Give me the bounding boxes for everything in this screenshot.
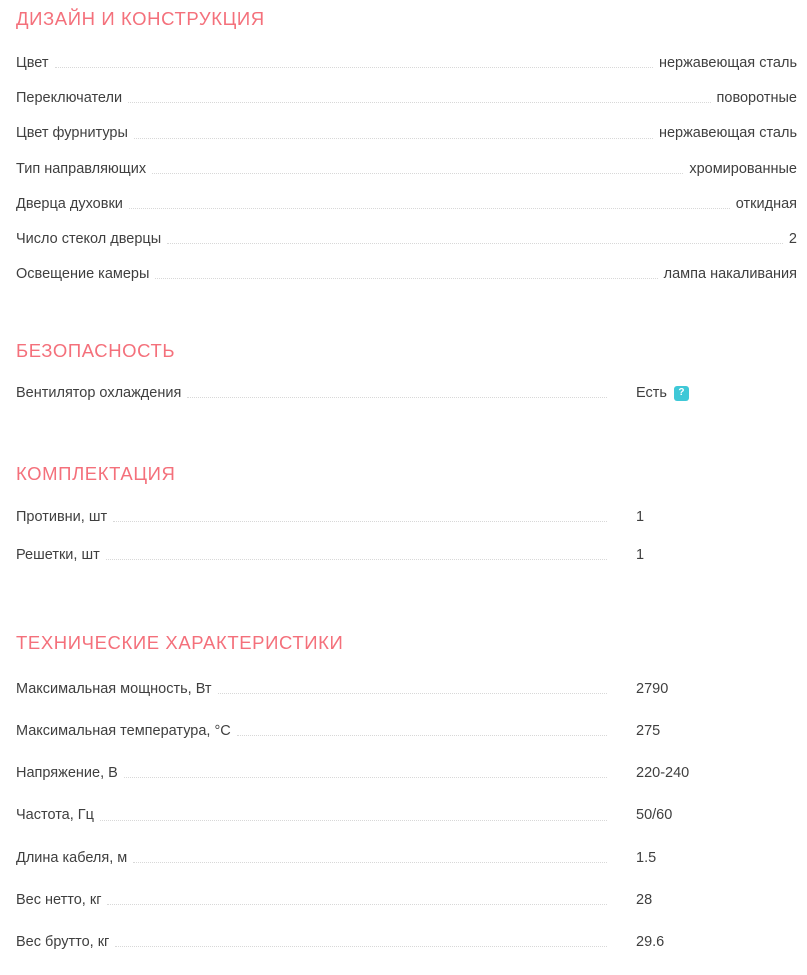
spec-value: лампа накаливания bbox=[663, 265, 797, 282]
spec-value-group bbox=[636, 933, 664, 951]
spec-row bbox=[16, 546, 797, 568]
leader-dots bbox=[106, 558, 607, 560]
spec-value-group bbox=[636, 384, 689, 402]
spec-label: Цвет фурнитуры bbox=[16, 125, 128, 142]
leader-dots bbox=[134, 137, 653, 139]
spec-row bbox=[16, 933, 797, 955]
leader-dots bbox=[128, 101, 710, 103]
spec-value: Есть bbox=[636, 385, 667, 402]
leader-dots bbox=[115, 945, 607, 947]
section-title-kit: КОМПЛЕКТАЦИЯ bbox=[16, 463, 176, 485]
spec-value: 275 bbox=[636, 723, 661, 740]
spec-label: Частота, Гц bbox=[16, 807, 94, 824]
spec-value: 2790 bbox=[636, 681, 669, 697]
section-safety bbox=[16, 300, 797, 406]
spec-row bbox=[16, 806, 797, 828]
spec-label: Освещение камеры bbox=[16, 265, 150, 282]
spec-row bbox=[16, 764, 797, 786]
spec-label: Тип направляющих bbox=[16, 160, 147, 177]
spec-value-group bbox=[636, 806, 672, 824]
section-title-safety: БЕЗОПАСНОСТЬ bbox=[16, 340, 176, 362]
spec-row bbox=[16, 230, 797, 252]
leader-dots bbox=[133, 861, 607, 863]
spec-list-safety bbox=[16, 384, 797, 406]
spec-label: Длина кабеля, м bbox=[16, 849, 128, 866]
spec-value: хромированные bbox=[689, 160, 797, 177]
spec-label: Вес нетто, кг bbox=[16, 891, 102, 908]
spec-value-group bbox=[636, 546, 644, 564]
spec-row bbox=[16, 160, 797, 182]
spec-list-design bbox=[16, 54, 797, 287]
leader-dots bbox=[124, 776, 607, 778]
section-kit bbox=[16, 419, 797, 567]
spec-label: Переключатели bbox=[16, 90, 123, 107]
spec-row bbox=[16, 384, 797, 406]
spec-value: 29.6 bbox=[636, 933, 665, 950]
spec-row bbox=[16, 891, 797, 913]
section-title-tech: ТЕХНИЧЕСКИЕ ХАРАКТЕРИСТИКИ bbox=[16, 631, 344, 653]
spec-value: 2 bbox=[788, 230, 797, 247]
spec-label: Максимальная температура, °C bbox=[16, 723, 231, 740]
spec-value: нержавеющая сталь bbox=[658, 125, 797, 142]
spec-value: 1.5 bbox=[636, 849, 657, 866]
spec-label: Вес брутто, кг bbox=[16, 933, 110, 950]
spec-label: Число стекол дверцы bbox=[16, 230, 162, 247]
spec-value: откидная bbox=[735, 195, 797, 212]
leader-dots bbox=[100, 819, 607, 821]
section-tech bbox=[16, 584, 797, 955]
spec-row bbox=[16, 508, 797, 530]
spec-value: 50/60 bbox=[636, 807, 673, 824]
spec-value: 28 bbox=[636, 891, 653, 908]
spec-value-group bbox=[636, 764, 689, 782]
leader-dots bbox=[107, 903, 607, 905]
leader-dots bbox=[129, 207, 730, 209]
leader-dots bbox=[167, 242, 783, 244]
leader-dots bbox=[113, 520, 607, 522]
spec-row bbox=[16, 722, 797, 744]
spec-value: 220-240 bbox=[636, 765, 690, 782]
spec-value: поворотные bbox=[716, 90, 797, 107]
spec-label: Цвет bbox=[16, 55, 49, 72]
help-icon[interactable]: ? bbox=[674, 386, 689, 401]
leader-dots bbox=[237, 734, 607, 736]
spec-row bbox=[16, 124, 797, 146]
spec-value: нержавеющая сталь bbox=[658, 55, 797, 72]
section-design bbox=[16, 0, 797, 287]
spec-value: 1 bbox=[636, 546, 645, 563]
leader-dots bbox=[218, 692, 607, 694]
spec-label: Максимальная мощность, Вт bbox=[16, 681, 212, 697]
spec-row bbox=[16, 265, 797, 287]
spec-label: Вентилятор охлаждения bbox=[16, 385, 182, 402]
leader-dots bbox=[55, 66, 653, 68]
spec-list-kit bbox=[16, 508, 797, 568]
spec-row bbox=[16, 849, 797, 871]
spec-row bbox=[16, 54, 797, 76]
spec-value-group bbox=[636, 508, 644, 526]
spec-label: Дверца духовки bbox=[16, 195, 123, 212]
spec-row bbox=[16, 195, 797, 217]
spec-label: Напряжение, В bbox=[16, 765, 118, 782]
spec-row bbox=[16, 680, 797, 702]
leader-dots bbox=[152, 172, 683, 174]
leader-dots bbox=[155, 277, 657, 279]
section-title-design: ДИЗАЙН И КОНСТРУКЦИЯ bbox=[16, 8, 265, 29]
spec-row bbox=[16, 89, 797, 111]
spec-value-group bbox=[636, 891, 652, 909]
spec-label: Противни, шт bbox=[16, 508, 108, 525]
spec-value-group bbox=[636, 722, 660, 740]
spec-value-group bbox=[636, 680, 668, 698]
spec-value-group bbox=[636, 849, 656, 867]
spec-label: Решетки, шт bbox=[16, 546, 100, 563]
leader-dots bbox=[187, 396, 607, 398]
spec-list-tech bbox=[16, 680, 797, 955]
spec-value: 1 bbox=[636, 508, 645, 525]
